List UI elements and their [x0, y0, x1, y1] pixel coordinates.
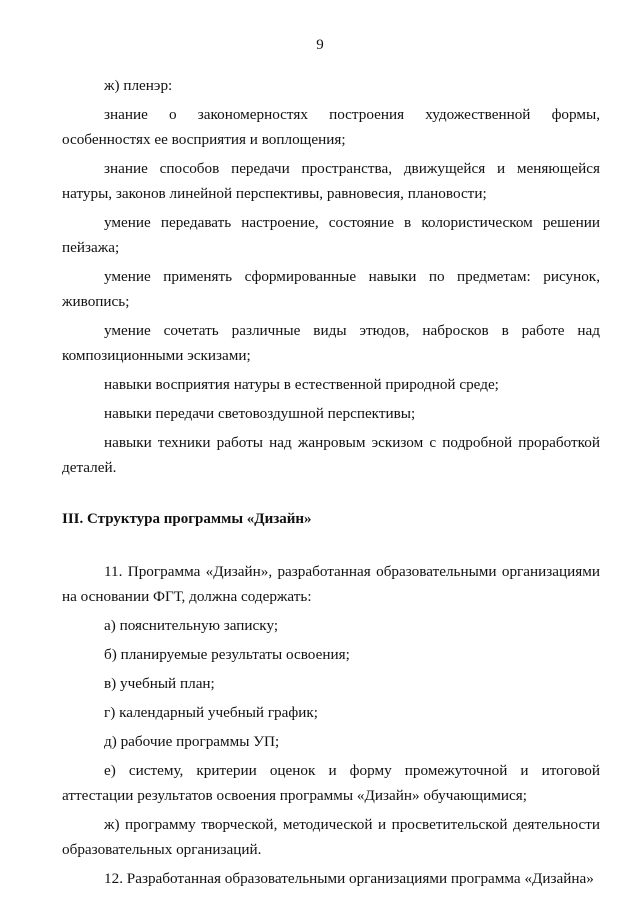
plenair-item: умение применять сформированные навыки по предметам: рисунок, живопись;	[62, 268, 600, 310]
program-component-item: б) планируемые результаты освоения;	[104, 646, 350, 663]
plenair-item: навыки техники работы над жанровым эскизом с подробной проработкой деталей.	[62, 434, 600, 476]
paragraph-11: 11. Программа «Дизайн», разработанная образовательными организациями на основании ФГТ, должна содержать:	[62, 563, 600, 605]
plenair-item: знание о закономерностях построения художественной формы, особенностях ее восприятия и воплощения;	[62, 106, 600, 148]
page-number: 9	[316, 37, 324, 53]
plenair-item: умение сочетать различные виды этюдов, набросков в работе над композиционными эскизами;	[62, 322, 600, 364]
program-component-item: а) пояснительную записку;	[104, 617, 279, 634]
page-content	[62, 73, 600, 891]
plenair-title: ж) пленэр:	[104, 77, 173, 94]
program-component-item: е) систему, критерии оценок и форму промежуточной и итоговой аттестации результатов освоения программы «Дизайн» обучающимися;	[62, 762, 600, 804]
plenair-item: умение передавать настроение, состояние в колористическом решении пейзажа;	[62, 214, 600, 256]
program-component-item: ж) программу творческой, методической и просветительской деятельности образовательных организаций.	[62, 816, 600, 858]
plenair-item: знание способов передачи пространства, движущейся и меняющейся натуры, законов линейной перспективы, равновесия, плановости;	[62, 160, 600, 202]
section-heading: III. Структура программы «Дизайн»	[62, 511, 312, 527]
plenair-item: навыки восприятия натуры в естественной природной среде;	[104, 376, 499, 393]
paragraph-12: 12. Разработанная образовательными организациями программа «Дизайна»	[104, 870, 594, 887]
program-component-item: д) рабочие программы УП;	[104, 733, 280, 750]
plenair-item: навыки передачи световоздушной перспективы;	[104, 405, 416, 422]
program-component-item: г) календарный учебный график;	[104, 704, 318, 721]
program-component-item: в) учебный план;	[104, 675, 215, 692]
